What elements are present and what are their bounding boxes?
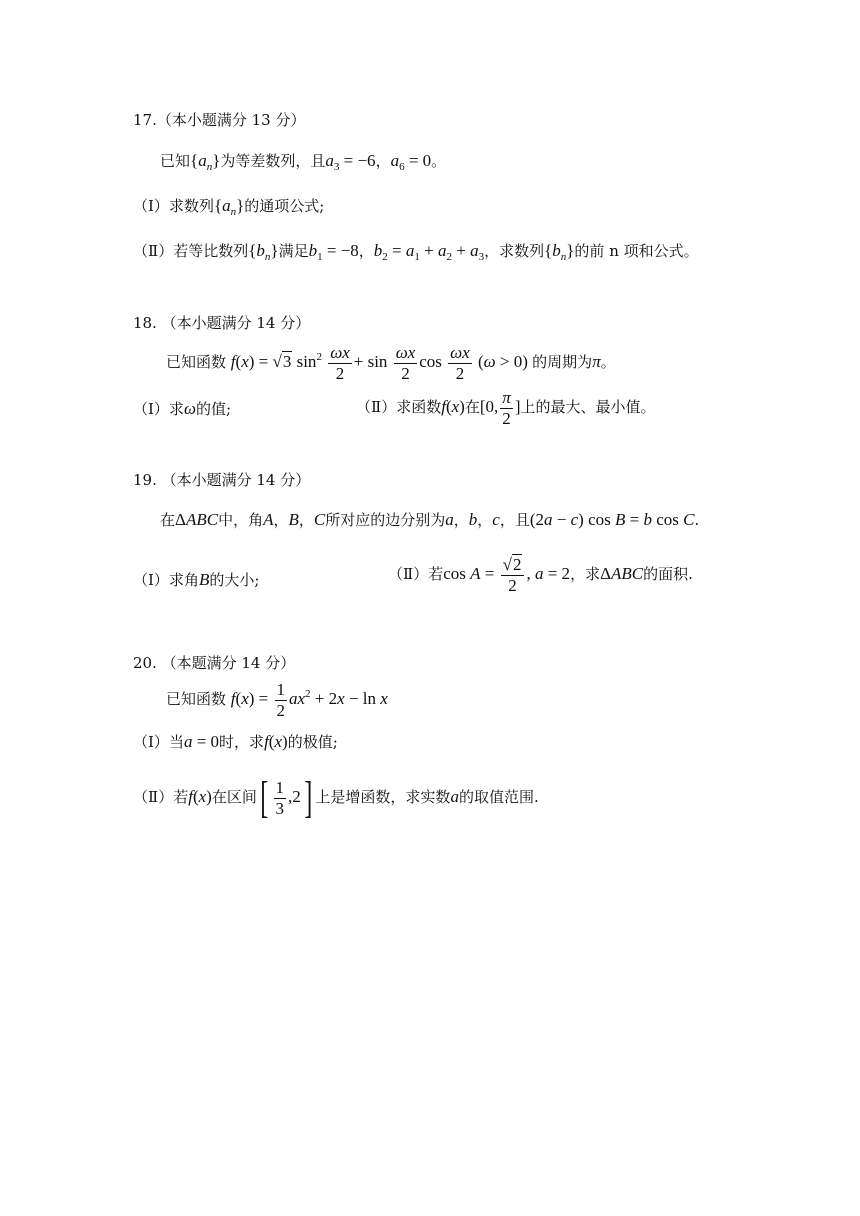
problem-19-part-1: （Ⅰ）求角B的大小; (133, 570, 260, 589)
math-cos-a: cos A = $\frac{√2}{2}$ , a = 2 (443, 555, 571, 595)
problem-19-stem: 在ΔABC中，角A，B，C所对应的边分别为a，b，c，且(2a − c) cos B = b cos C. (160, 510, 700, 529)
math-sequence-bn: $\{b_n\}$ (248, 241, 279, 263)
math-fx: f(x) (188, 786, 212, 806)
math-function-fx: f(x) = √3 $\sin^2$ $\frac{\omega x}{2}$ + sin $\frac{\omega x}{2}$ cos $\frac{\omega x}{2}$ (ω > 0) (230, 343, 533, 383)
math-b1: $b_1 = -8$ (308, 241, 359, 263)
math-fx: f(x) (264, 732, 288, 751)
math-sequence-bn: $\{b_n\}$ (544, 241, 575, 263)
math-fx: f(x) (441, 396, 465, 416)
problem-17-stem: 已知$\{a_n\}$为等差数列，且$a_3 = -6$，$a_6 = 0$。 (160, 151, 447, 173)
math-a-eq-0: a = 0 (183, 732, 220, 751)
problem-18-part-2: （Ⅱ）求函数f(x)在[0, $\frac{\pi}{2}$ ]上的最大、最小值。 (356, 388, 656, 428)
math-sequence-an: $\{a_n\}$ (190, 151, 221, 173)
math-condition: (2a − c) cos B = b cos C (529, 510, 695, 529)
math-a6: $a_6 = 0$ (390, 151, 432, 173)
math-interval-0-pi-2: [0, $\frac{\pi}{2}$ ] (479, 388, 521, 428)
math-triangle-abc: ΔABC (175, 510, 219, 529)
math-interval-1-3-2: [ $\frac{1}{3}$ ,2] (260, 773, 313, 822)
problem-19-header: 19. （本小题满分 14 分） (133, 471, 311, 489)
math-a3: $a_3 = -6$ (325, 151, 376, 173)
problem-18-stem: 已知函数 f(x) = √3 $\sin^2$ $\frac{\omega x}{2}$ + sin $\frac{\omega x}{2}$ cos $\frac{\omega x}{2}$ (ω > 0) 的周期为π。 (166, 343, 616, 383)
problem-18-header: 18. （本小题满分 14 分） (133, 314, 311, 332)
problem-20-header: 20. （本题满分 14 分） (133, 654, 296, 672)
math-b2: $b_2 = a_1 + a_2 + a_3$ (373, 241, 485, 263)
problem-17-part-2: （Ⅱ）若等比数列$\{b_n\}$满足$b_1 = -8$，$b_2 = a_1 + a_2 + a_3$，求数列$\{b_n\}$的前 n 项和公式。 (133, 241, 699, 263)
problem-19-part-2: （Ⅱ）若cos A = $\frac{√2}{2}$ , a = 2，求ΔABC的面积. (388, 555, 693, 595)
problem-20-stem: 已知函数 f(x) = $\frac{1}{2}$ $ax^2 + 2x - \ln x$ (166, 680, 388, 720)
problem-20-part-2: （Ⅱ）若f(x)在区间[ $\frac{1}{3}$ ,2] 上是增函数，求实数a的取值范围. (133, 773, 539, 822)
problem-20-part-1: （Ⅰ）当a = 0时，求f(x)的极值; (133, 732, 338, 751)
math-omega: ω (183, 399, 196, 418)
problem-18-part-1: （Ⅰ）求ω的值; (133, 399, 232, 418)
math-triangle-abc: ΔABC (600, 563, 644, 583)
math-function-fx: f(x) = $\frac{1}{2}$ $ax^2 + 2x - \ln x$ (230, 680, 388, 720)
problem-17-header: 17.（本小题满分 13 分） (133, 111, 306, 129)
problem-17-part-1: （Ⅰ）求数列$\{a_n\}$的通项公式; (133, 196, 325, 218)
math-sequence-an: $\{a_n\}$ (213, 196, 245, 218)
math-pi: π (592, 351, 601, 371)
